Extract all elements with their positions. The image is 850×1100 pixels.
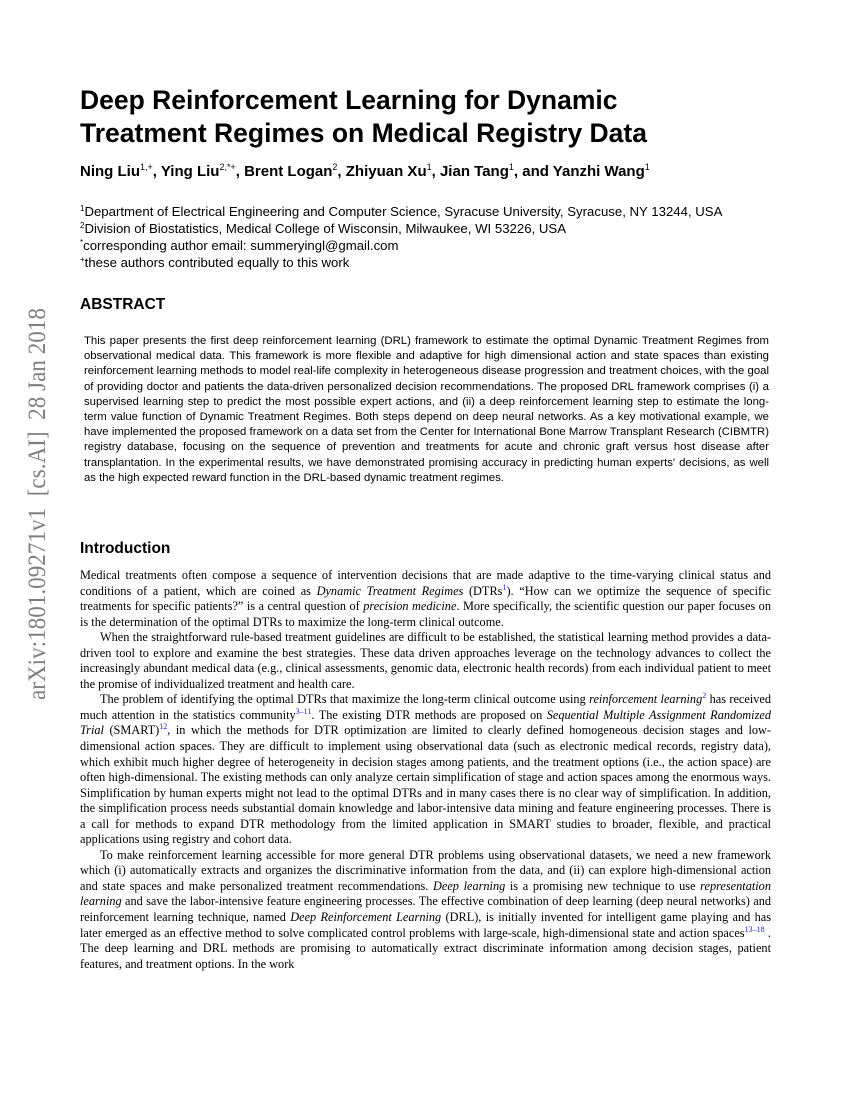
- affiliation-line: [80, 220, 800, 237]
- affiliation-line: [80, 254, 800, 271]
- affiliation-mark: +: [80, 255, 85, 264]
- introduction-heading: Introduction: [80, 540, 171, 557]
- affiliation-text: Department of Electrical Engineering and Computer Science, Syracuse University, Syracuse, NY 13244, USA: [84, 204, 723, 219]
- author-affil-mark: 2,*+: [219, 162, 236, 172]
- author-affil-mark: 1: [644, 162, 650, 172]
- title-line-2: Treatment Regimes on Medical Registry Data: [80, 118, 647, 148]
- affiliation-mark: 2: [80, 221, 85, 230]
- affiliation-text: Division of Biostatistics, Medical College of Wisconsin, Milwaukee, WI 53226, USA: [84, 221, 566, 236]
- author-separator: ,: [337, 163, 346, 180]
- emphasis-term: Dynamic Treatment Regimes: [316, 583, 464, 598]
- author-list: [80, 163, 800, 180]
- author-separator: ,: [152, 163, 161, 180]
- affiliation-text: corresponding author email: summeryingl@gmail.com: [83, 238, 399, 253]
- author-name: Jian Tang: [439, 163, 509, 180]
- author-name: Brent Logan: [244, 163, 333, 180]
- author-name: Ying Liu: [160, 163, 220, 180]
- citation-link[interactable]: 1: [502, 582, 507, 592]
- emphasis-term: precision medicine: [363, 599, 457, 614]
- intro-paragraph-2: When the straightforward rule-based treatment guidelines are difficult to be established, the statistical learning method provides a data-driven tool to explore and examine the best strategies. These data driven approaches leverage on the technology advances to collect the increasingly abundant medical data (e.g., clinical assessments, genomic data, electronic health records) from each individual patient to meet the promise of individualized treatment and health care.: [80, 630, 771, 691]
- emphasis-term: reinforcement learning: [589, 692, 703, 707]
- author-name: Ning Liu: [80, 163, 140, 180]
- author-separator: ,: [235, 163, 245, 180]
- emphasis-term: Deep Reinforcement Learning: [290, 910, 442, 925]
- affiliation-line: [80, 237, 800, 254]
- abstract-text: This paper presents the first deep reinforcement learning (DRL) framework to estimate the optimal Dynamic Treatment Regimes from observational medical data. This framework is more flexible and adaptive for high dimensional action and state spaces than existing reinforcement learning methods to model real-life complexity in heterogeneous disease progression and treatment choices, with the goal of providing doctor and patients the data-driven personalized decision recommendations. The proposed DRL framework comprises (i) a supervised learning step to predict the most possible expert actions, and (ii) a deep reinforcement learning step to estimate the long-term value function of Dynamic Treatment Regimes. Both steps depend on deep neural networks. As a key motivational example, we have implemented the proposed framework on a data set from the Center for International Bone Marrow Transplant Research (CIBMTR) registry database, focusing on the sequence of prevention and treatments for acute and chronic graft versus host disease after transplantation. In the experimental results, we have demonstrated promising accuracy in predicting human experts' decisions, as well as the high expected reward function in the DRL-based dynamic treatment regimes.: [84, 335, 769, 484]
- arxiv-id-text: arXiv:1801.09271v1 [cs.AI] 28 Jan 2018: [24, 276, 51, 700]
- abstract-heading: ABSTRACT: [80, 296, 166, 313]
- citation-link[interactable]: 13–18: [744, 924, 765, 934]
- arxiv-sidebar-svg: [0, 0, 62, 1100]
- author-separator: ,: [431, 163, 440, 180]
- author-affil-mark: 2: [332, 162, 338, 172]
- affiliation-text: these authors contributed equally to this work: [84, 255, 350, 270]
- intro-paragraph-1: Medical treatments often compose a sequence of intervention decisions that are made adaptive to the time-varying clinical status and conditions of a patient, which are coined as Dynamic Treatment Regimes (DTRs$^1$). “How can we optimize the sequence of specific treatments for specific patients?” is a central question of precision medicine. More specifically, the scientific question our paper focuses on is the determination of the optimal DTRs to maximize the long-term clinical outcome.: [80, 568, 771, 629]
- paper-title: [80, 84, 780, 150]
- author-name: Yanzhi Wang: [552, 163, 645, 180]
- affiliation-list: [80, 203, 800, 271]
- emphasis-term: representation learning: [80, 878, 771, 909]
- emphasis-term: Deep learning: [432, 878, 506, 893]
- intro-paragraph-3: The problem of identifying the optimal DTRs that maximize the long-term clinical outcome using reinforcement learning$^2$ has received much attention in the statistics community$^{3-11}$. The existing DTR methods are proposed on Sequential Multiple Assignment Randomized Trial (SMART)$^{12}$, in which the methods for DTR optimization are limited to clearly defined homogeneous decision stages and low-dimensional action spaces. They are difficult to implement using observational data (such as electronic medical records, registry data), which exhibit much higher degree of heterogeneity in decision stages among patients, and the treatment options (i.e., the action space) are often high-dimensional. The existing methods can only analyze certain simplification of stage and action spaces among the enormous ways. Simplification by human experts might not lead to the optimal DTRs and in many cases there is no clear way of simplification. In addition, the simplification process needs substantial domain knowledge and labor-intensive data mining and feature engineering processes. There is a call for methods to expand DTR methodology from the limited application in SMART studies to broader, flexible, and practical applications using registry and cohort data.: [80, 691, 771, 847]
- author-affil-mark: 1,+: [140, 162, 153, 172]
- intro-paragraph-4: To make reinforcement learning accessible for more general DTR problems using observational datasets, we need a new framework which (i) automatically extracts and organizes the discriminative information from the data, and (ii) can explore high-dimensional action and state spaces and make personalized treatment recommendations. Deep learning is a promising new technique to use representation learning and save the labor-intensive feature engineering processes. The effective combination of deep learning (deep neural networks) and reinforcement learning technique, named Deep Reinforcement Learning (DRL), is initially invented for intelligent game playing and has later emerged as an effective method to solve complicated control problems with large-scale, high-dimensional state and action spaces$^{13-18}$ . The deep learning and DRL methods are promising to automatically extract discriminate information among decision stages, patient features, and treatment options. In the work: [80, 847, 772, 971]
- author-separator: , and: [513, 163, 553, 180]
- affiliation-line: [80, 203, 800, 220]
- emphasis-term: Sequential Multiple Assignment Randomized Trial: [80, 707, 771, 738]
- citation-link[interactable]: 12: [159, 722, 168, 732]
- author-affil-mark: 1: [508, 162, 514, 172]
- affiliation-mark: 1: [80, 204, 85, 213]
- affiliation-mark: *: [80, 238, 84, 247]
- arxiv-sidebar-identifier: [0, 0, 62, 1100]
- author-affil-mark: 1: [426, 162, 432, 172]
- introduction-body: [80, 568, 771, 972]
- author-name: Zhiyuan Xu: [345, 163, 427, 180]
- citation-link[interactable]: 2: [702, 691, 707, 701]
- title-line-1: Deep Reinforcement Learning for Dynamic: [80, 85, 618, 115]
- citation-link[interactable]: 3–11: [295, 706, 312, 716]
